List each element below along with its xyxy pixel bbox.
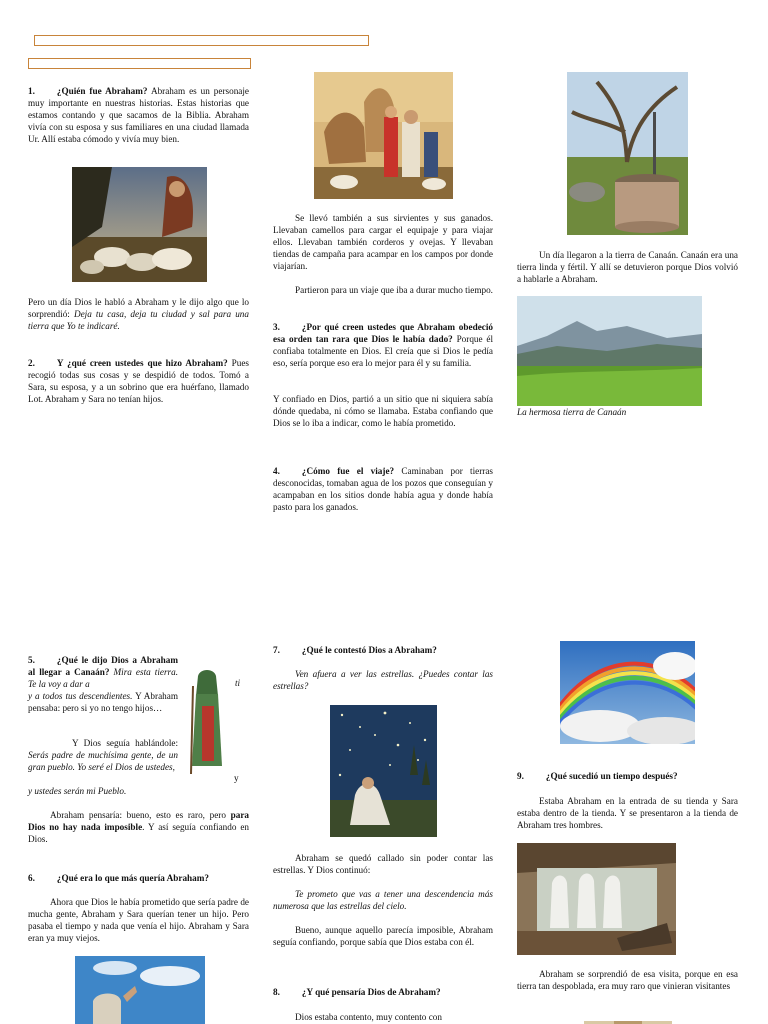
- question-1: 1. ¿Quién fue Abraham? Abraham es un personaje muy importante en nuestras historias. Estas historias que estamos contando y que sacamos de la Biblia. Abraham vivía con su esposa y sus familiares en una ciudad llamada Ur. Allí estaba cómodo y vivía muy bien.: [28, 86, 250, 144]
- content-paragraph: Dios estaba contento, muy contento con: [295, 1012, 442, 1022]
- question-2: 2. Y ¿qué creen ustedes que hizo Abraham? Pues recogió todas sus cosas y se despidió de todos. Tomó a Sara, su esposa, y a un sobrino que era huérfano, llamado Lot. Abraham y Sara no tenían hijos.: [28, 358, 249, 404]
- three-visitors-image: [517, 843, 676, 955]
- title-box-2: [28, 58, 251, 69]
- canaan-paragraph: Un día llegaron a la tierra de Canaán. Canaán era una tierra linda y fértil. Y allí se detuvieron porque Dios volvió a hablarle a Abraham.: [517, 250, 738, 284]
- question-7: 7. ¿Qué le contestó Dios a Abraham?: [273, 645, 437, 655]
- god-people-quote: y ustedes serán mi Pueblo.: [28, 786, 127, 796]
- q5-quote-ti: ti: [235, 678, 241, 688]
- god-continued-paragraph: Y Dios seguía hablándole: Serás padre de muchísima gente, de un gran pueblo. Yo seré el Dios de ustedes,: [28, 738, 178, 772]
- canaan-landscape-image: [517, 296, 702, 406]
- q6-answer: Ahora que Dios le había prometido que sería padre de mucha gente, Abraham y Sara querían tener un hijo. Pero pasaba el tiempo y nada que venía el hijo. Abraham y Sara eran ya muy viejos.: [28, 897, 249, 943]
- question-8: 8. ¿Y qué pensaría Dios de Abraham?: [273, 987, 441, 997]
- partial-bottom-image: [584, 1016, 672, 1024]
- title-box-1: [34, 35, 369, 46]
- confiding-paragraph: Bueno, aunque aquello parecía imposible, Abraham seguía confiando, porque sabía que Dios estaba con él.: [273, 925, 493, 947]
- well-image: [567, 72, 688, 235]
- tent-paragraph: Estaba Abraham en la entrada de su tienda y Sara estaba dentro de la tienda. Y se presentaron a la tienda de Abraham tres hombres.: [517, 796, 738, 830]
- shepherd-image: [72, 167, 207, 282]
- god-quote-y: y: [234, 773, 239, 783]
- question-4: 4. ¿Cómo fue el viaje? Caminaban por tierras desconocidas, tomaban agua de los pozos que conseguían y acampaban en los sitios donde había agua y donde había pasto para los ganados.: [273, 466, 494, 512]
- canaan-caption: La hermosa tierra de Canaán: [517, 407, 627, 417]
- abraham-sky-image: [75, 956, 205, 1024]
- departure-paragraph: Partieron para un viaje que iba a durar mucho tiempo.: [295, 285, 493, 295]
- question-5: 5. ¿Qué le dijo Dios a Abraham al llegar a Canaán? Mira esta tierra. Te la voy a dar a: [28, 655, 178, 689]
- stars-quote: Ven afuera a ver las estrellas. ¿Puedes contar las estrellas?: [273, 669, 493, 691]
- thought-paragraph: Abraham pensaría: bueno, esto es raro, pero para Dios no hay nada imposible. Y así seguía confiando en Dios.: [28, 810, 249, 844]
- rainbow-image: [560, 641, 695, 744]
- caravan-image: [314, 72, 453, 199]
- surprised-paragraph: Abraham se sorprendió de esa visita, porque en esa tierra tan despoblada, era muy raro que vinieran visitantes: [517, 969, 738, 991]
- promise-quote: Te prometo que vas a tener una descendencia más numerosa que las estrellas del cielo.: [273, 889, 493, 911]
- god-spoke-paragraph: Pero un día Dios le habló a Abraham y le dijo algo que lo sorprendió: Deja tu casa, deja tu ciudad y sal para una tierra que Yo te indicaré.: [28, 297, 249, 331]
- trust-paragraph: Y confiado en Dios, partió a un sitio que ni siquiera sabía dónde quedaba, ni cómo se llamaba. Estaba confiando que Dios se lo iba a indicar, como le había prometido.: [273, 394, 493, 428]
- question-6: 6. ¿Qué era lo que más quería Abraham?: [28, 873, 209, 883]
- question-9: 9. ¿Qué sucedió un tiempo después?: [517, 771, 678, 781]
- question-3: 3. ¿Por qué creen ustedes que Abraham obedeció esa orden tan rara que Dios le había dado? Porque él confiaba totalmente en Dios. El creía que si Dios le pedía eso, sería porque eso era lo mejor para él y su familia.: [273, 322, 493, 368]
- q5-descendants: y a todos tus descendientes. Y Abraham pensaba: pero si yo no tengo hijos…: [28, 691, 178, 713]
- silent-paragraph: Abraham se quedó callado sin poder contar las estrellas. Y Dios continuó:: [273, 853, 493, 875]
- abraham-figure-image: [188, 666, 226, 777]
- servants-paragraph: Se llevó también a sus sirvientes y sus ganados. Llevaban camellos para cargar el equipaje y para viajar ellos. Llevaban también corderos y ovejas. Y llevaban tiendas de campaña para acampar en los campos por donde viajarían.: [273, 213, 493, 271]
- stars-prayer-image: [330, 705, 437, 837]
